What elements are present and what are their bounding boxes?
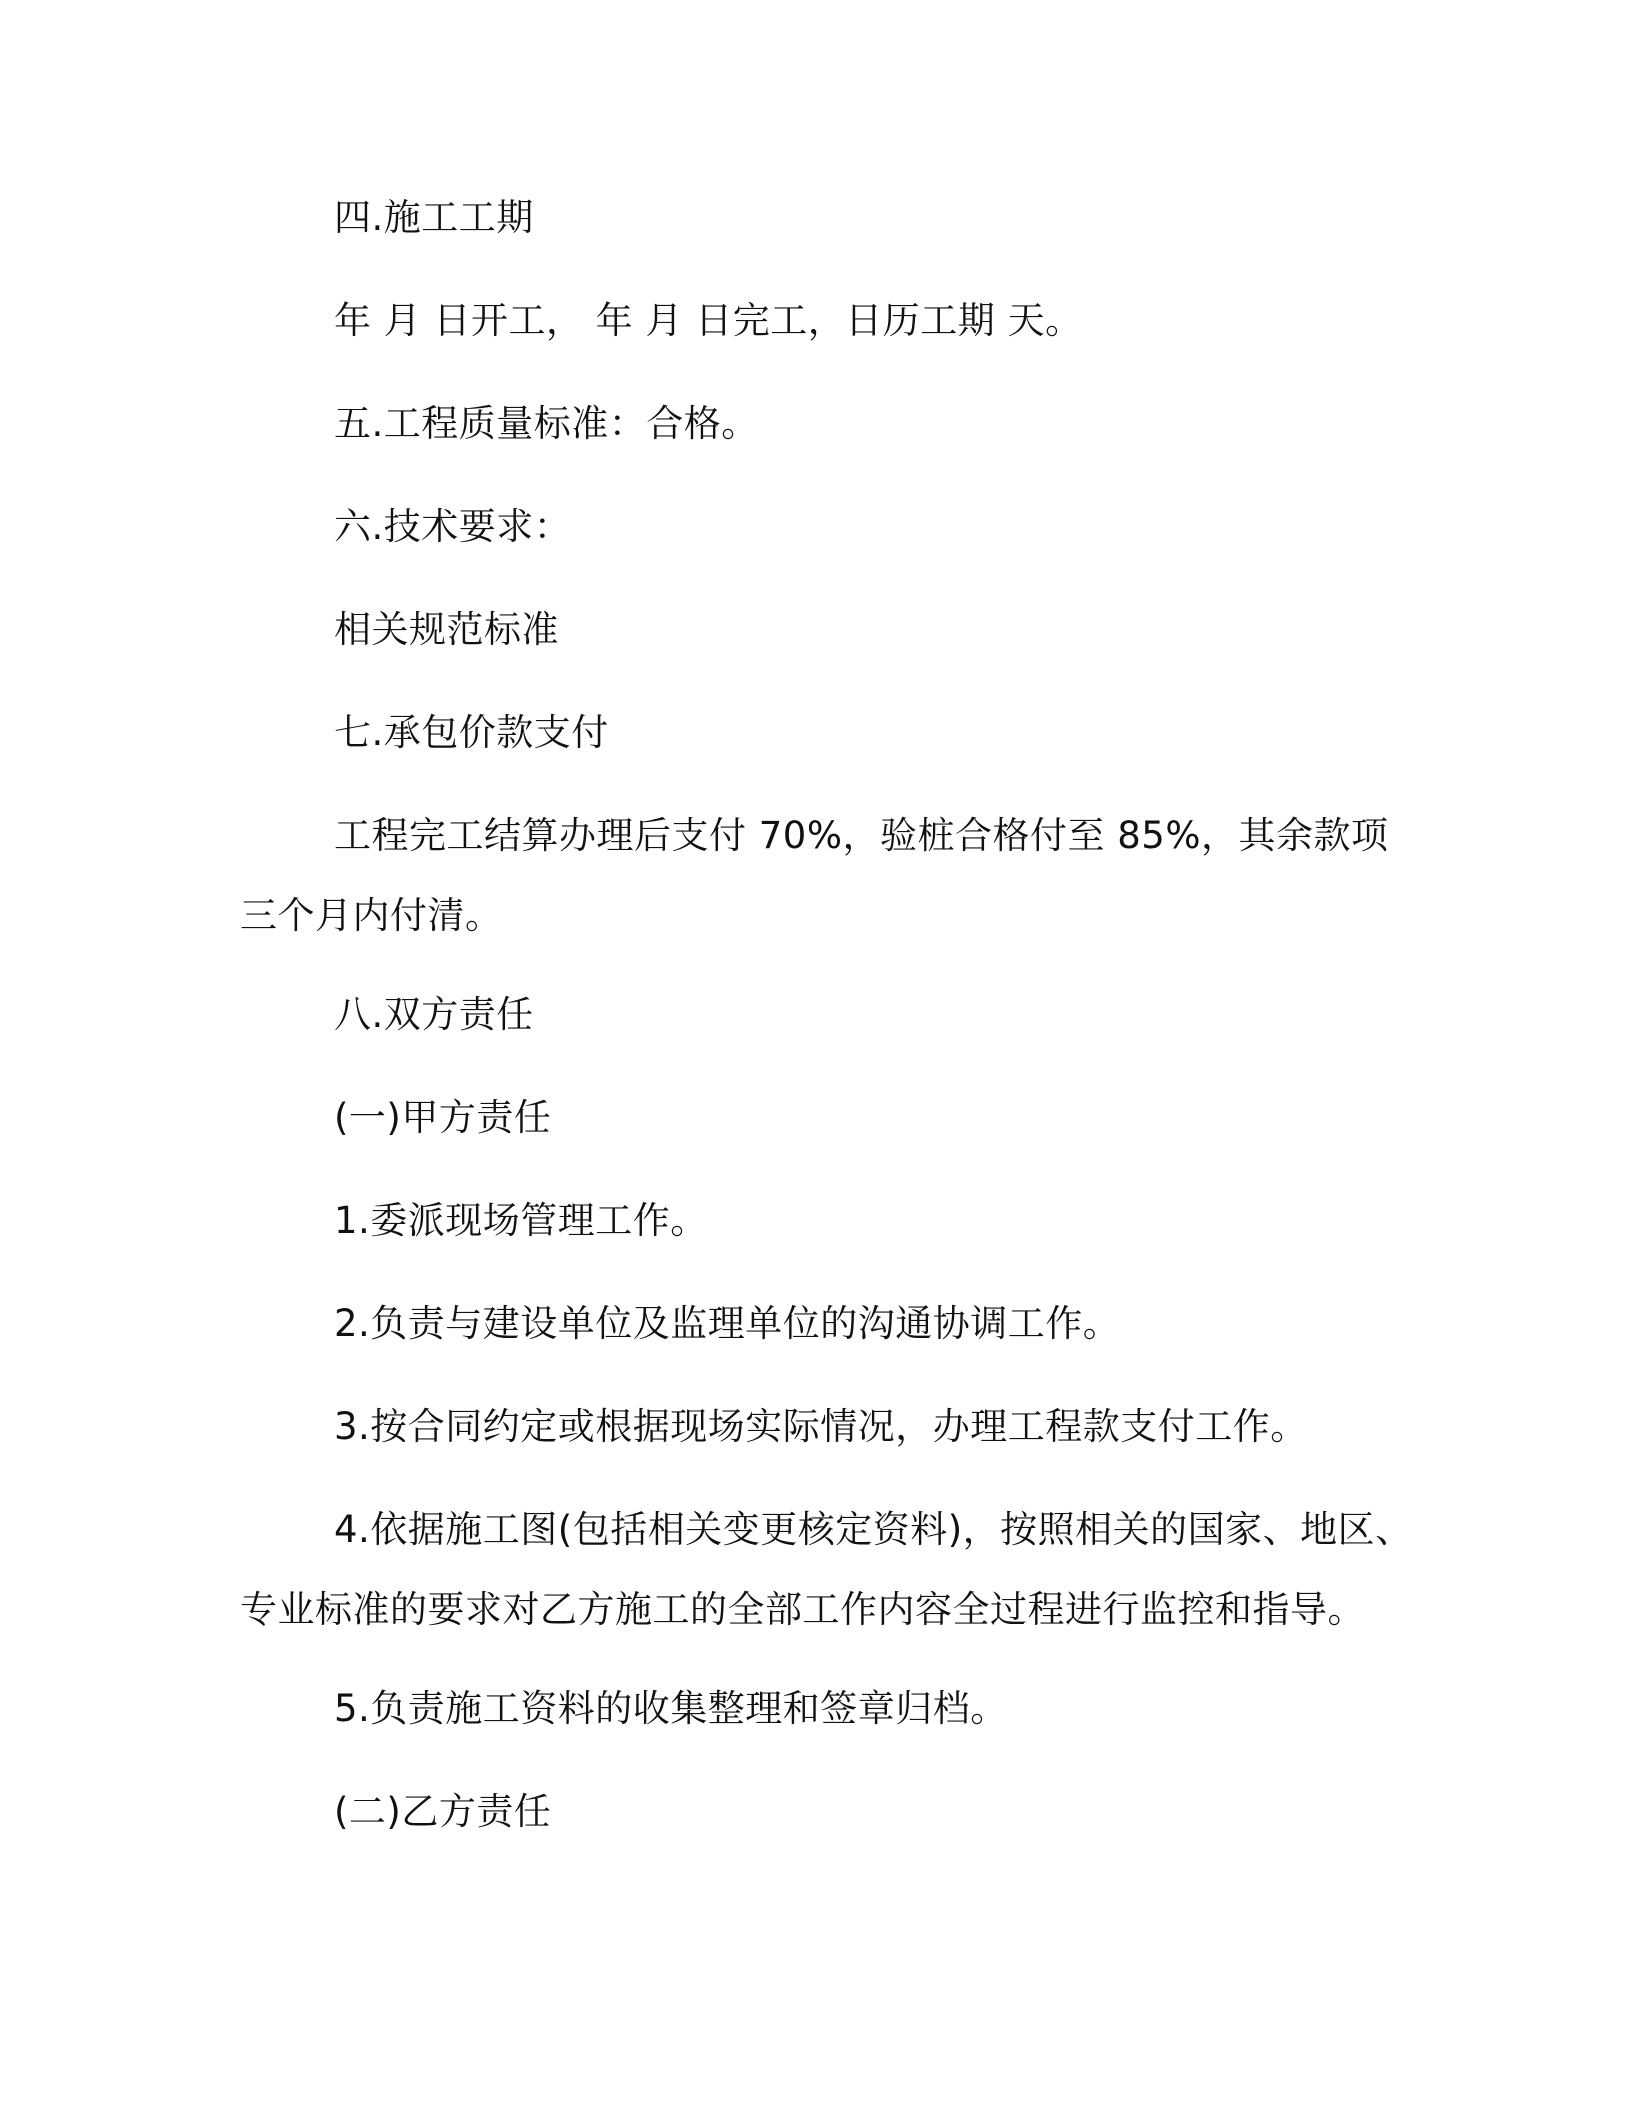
party-a-item-5: 5.负责施工资料的收集整理和签章归档。 <box>334 1687 1008 1730</box>
party-a-item-4-line-1: 4.依据施工图(包括相关变更核定资料)，按照相关的国家、地区、 <box>334 1508 1413 1551</box>
section-heading-construction-period: 四.施工工期 <box>334 196 534 239</box>
party-a-item-4-line-2: 专业标准的要求对乙方施工的全部工作内容全过程进行监控和指导。 <box>240 1588 1365 1631</box>
construction-dates-text: 年 月 日开工， 年 月 日完工，日历工期 天。 <box>334 299 1083 342</box>
subheading-party-b-responsibilities: (二)乙方责任 <box>334 1790 552 1833</box>
party-a-item-1: 1.委派现场管理工作。 <box>334 1199 708 1242</box>
section-heading-technical-requirements: 六.技术要求： <box>334 505 572 548</box>
subheading-party-a-responsibilities: (一)甲方责任 <box>334 1096 552 1139</box>
section-heading-responsibilities: 八.双方责任 <box>334 993 534 1036</box>
payment-text-line-2: 三个月内付清。 <box>240 894 503 937</box>
party-a-item-2: 2.负责与建设单位及监理单位的沟通协调工作。 <box>334 1302 1121 1345</box>
payment-text-line-1: 工程完工结算办理后支付 70%，验桩合格付至 85%，其余款项 <box>334 814 1389 857</box>
section-heading-quality-standard: 五.工程质量标准：合格。 <box>334 402 759 445</box>
technical-requirements-text: 相关规范标准 <box>334 608 559 651</box>
section-heading-payment: 七.承包价款支付 <box>334 711 609 754</box>
party-a-item-3: 3.按合同约定或根据现场实际情况，办理工程款支付工作。 <box>334 1405 1308 1448</box>
